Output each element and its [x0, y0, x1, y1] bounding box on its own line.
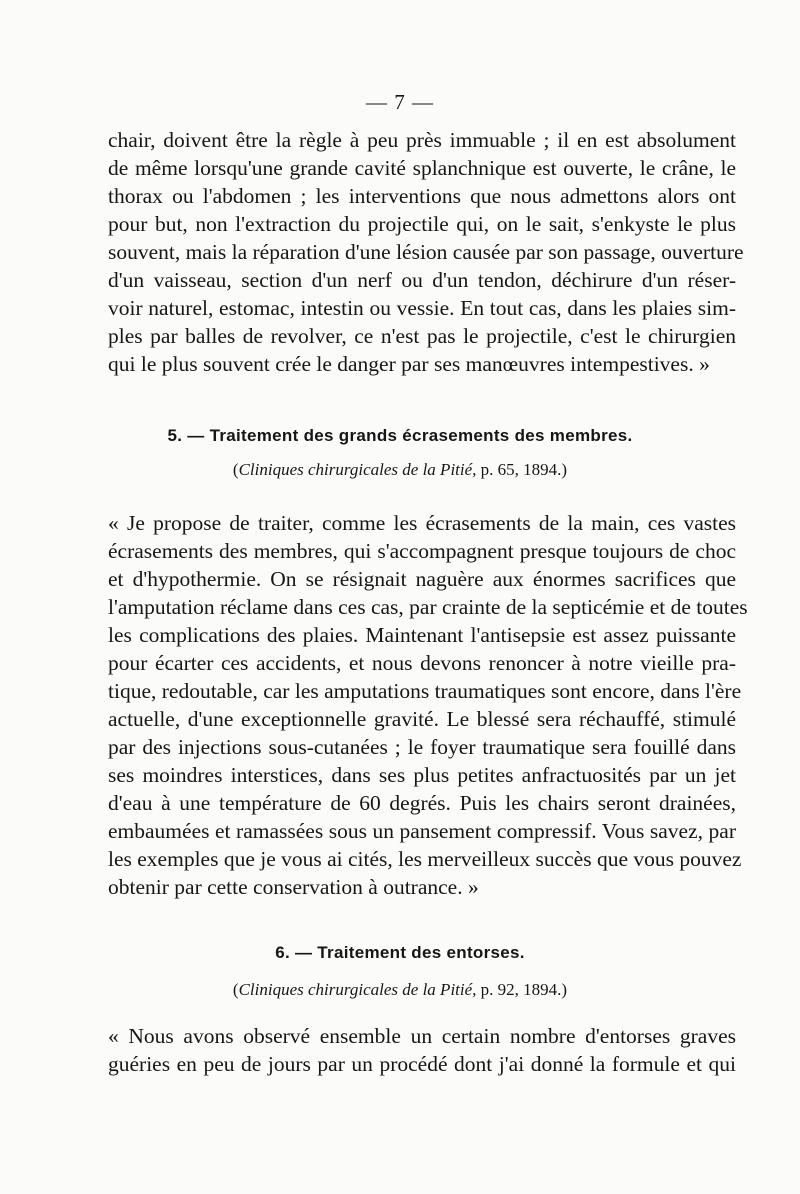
paragraph-limb-crush [108, 509, 748, 901]
section-5-citation: (Cliniques chirurgicales de la Pitié, p. 65, 1894.) [232, 460, 568, 479]
page-number: — 7 — [366, 90, 434, 114]
text-line: actuelle, d'une exceptionnelle gravité. Le blessé sera réchauffé, stimulé [108, 707, 736, 731]
text-line: l'amputation réclame dans ces cas, par crainte de la septicémie et de toutes [108, 595, 748, 619]
text-line: chair, doivent être la règle à peu près immuable ; il en est absolument [108, 128, 736, 152]
citation-reference: p. 92, 1894. [476, 980, 562, 999]
section-5-heading: 5. — Traitement des grands écrasements des membres. [167, 426, 633, 445]
citation-source: Cliniques chirurgicales de la Pitié, [238, 460, 477, 479]
text-line: et d'hypothermie. On se résignait naguère aux énormes sacrifices que [108, 567, 736, 591]
text-line: d'eau à une température de 60 degrés. Puis les chairs seront drainées, [108, 791, 736, 815]
section-6-citation: (Cliniques chirurgicales de la Pitié, p. 92, 1894.) [232, 980, 568, 999]
text-line: voir naturel, estomac, intestin ou vessie. En tout cas, dans les plaies sim- [108, 296, 736, 320]
text-line: par des injections sous-cutanées ; le foyer traumatique sera fouillé dans [108, 735, 736, 759]
text-line: « Nous avons observé ensemble un certain nombre d'entorses graves [108, 1024, 736, 1048]
text-line: pour écarter ces accidents, et nous devons renoncer à notre vieille pra- [108, 651, 736, 675]
section-6-heading: 6. — Traitement des entorses. [275, 943, 525, 962]
text-line: pour but, non l'extraction du projectile qui, on le sait, s'enkyste le plus [108, 212, 736, 236]
text-line: obtenir par cette conservation à outrance. » [108, 875, 479, 899]
text-line: embaumées et ramassées sous un pansement compressif. Vous savez, par [108, 819, 736, 843]
text-line: tique, redoutable, car les amputations traumatiques sont encore, dans l'ère [108, 679, 742, 703]
text-line: d'un vaisseau, section d'un nerf ou d'un tendon, déchirure d'un réser- [108, 268, 736, 292]
text-line: de même lorsqu'une grande cavité splanchnique est ouverte, le crâne, le [108, 156, 736, 180]
text-line: qui le plus souvent crée le danger par ses manœuvres intempestives. » [108, 352, 710, 376]
text-line: ples par balles de revolver, ce n'est pas le projectile, c'est le chirurgien [108, 324, 736, 348]
text-line: les exemples que je vous ai cités, les merveilleux succès que vous pouvez [108, 847, 742, 871]
text-line: thorax ou l'abdomen ; les interventions que nous admettons alors ont [108, 184, 736, 208]
text-line: écrasements des membres, qui s'accompagnent presque toujours de choc [108, 539, 736, 563]
text-line: les complications des plaies. Maintenant l'antisepsie est assez puissante [108, 623, 736, 647]
text-line: souvent, mais la réparation d'une lésion causée par son passage, ouverture [108, 240, 744, 264]
paragraph-gunshot-wounds [108, 126, 744, 378]
citation-reference: p. 65, 1894. [476, 460, 562, 479]
text-line: ses moindres interstices, dans ses plus petites anfractuosités par un jet [108, 763, 736, 787]
text-line: « Je propose de traiter, comme les écrasements de la main, ces vastes [108, 511, 736, 535]
paragraph-sprains [108, 1022, 736, 1078]
citation-source: Cliniques chirurgicales de la Pitié, [238, 980, 477, 999]
text-line: guéries en peu de jours par un procédé dont j'ai donné la formule et qui [108, 1052, 736, 1076]
